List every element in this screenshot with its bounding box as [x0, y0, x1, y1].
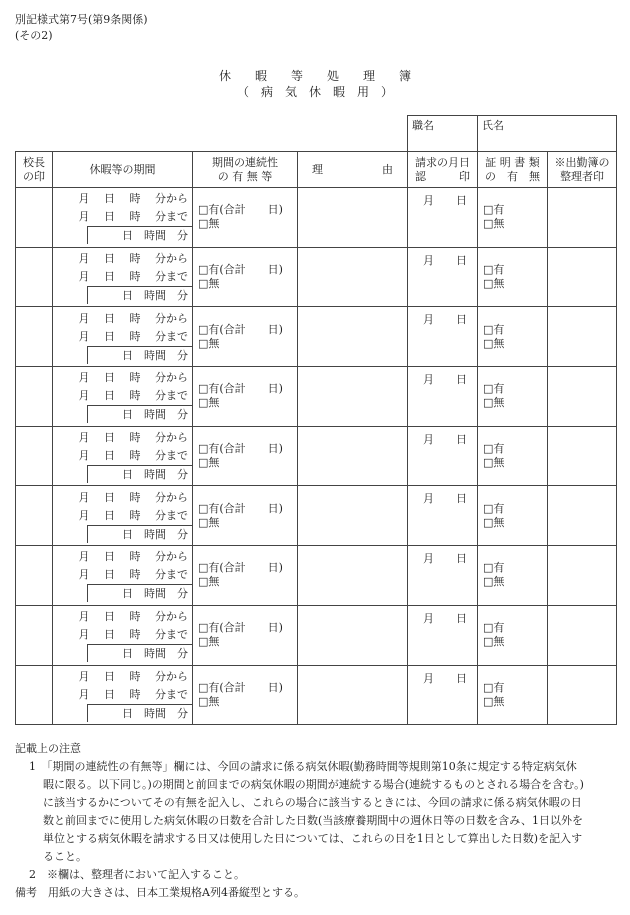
certificate-cell: [478, 486, 548, 546]
clerk-seal-header: [548, 152, 617, 188]
period-days[interactable]: 日 時間 分: [87, 286, 192, 304]
period-days[interactable]: 日 時間 分: [87, 346, 192, 364]
continuity-no-checkbox[interactable]: □無: [198, 635, 220, 649]
form-part: (その2): [15, 29, 53, 42]
certificate-yes-checkbox[interactable]: □有: [483, 322, 505, 336]
period-to[interactable]: 月 日 時 分まで: [78, 568, 188, 582]
reason-cell[interactable]: [298, 546, 408, 606]
reason-label-right: 由: [382, 162, 393, 176]
principal-seal-cell[interactable]: [16, 247, 53, 307]
continuity-yes-checkbox[interactable]: □有(合計 日): [198, 382, 283, 396]
clerk-seal-cell[interactable]: [548, 367, 617, 427]
record-row: [16, 546, 617, 606]
note-1-number: 1: [29, 760, 36, 773]
notes: [15, 740, 620, 902]
certificate-no-checkbox[interactable]: □無: [483, 336, 505, 350]
continuity-cell: [193, 426, 298, 486]
certificate-no-checkbox[interactable]: □無: [483, 217, 505, 231]
record-row: [16, 247, 617, 307]
certificate-cell: [478, 605, 548, 665]
request-date-cell[interactable]: 月 日: [408, 367, 478, 427]
period-cell: [53, 546, 193, 606]
certificate-yes-checkbox[interactable]: □有: [483, 442, 505, 456]
principal-seal-cell[interactable]: [16, 546, 53, 606]
record-row: [16, 605, 617, 665]
request-date-cell[interactable]: 月 日: [408, 665, 478, 725]
clerk-seal-cell[interactable]: [548, 247, 617, 307]
period-to[interactable]: 月 日 時 分まで: [78, 449, 188, 463]
certificate-no-checkbox[interactable]: □無: [483, 456, 505, 470]
certificate-cell: [478, 188, 548, 248]
continuity-no-checkbox[interactable]: □無: [198, 694, 220, 708]
period-cell: [53, 605, 193, 665]
certificate-no-checkbox[interactable]: □無: [483, 515, 505, 529]
period-cell: [53, 426, 193, 486]
principal-seal-cell[interactable]: [16, 367, 53, 427]
period-from[interactable]: 月 日 時 分から: [78, 610, 188, 624]
principal-seal-cell[interactable]: [16, 665, 53, 725]
request-date-label-2: 認 印: [415, 169, 470, 183]
remark: [15, 884, 620, 902]
reason-cell[interactable]: [298, 188, 408, 248]
clerk-seal-label-2: 整理者印: [560, 169, 604, 183]
clerk-seal-label-1: ※出勤簿の: [554, 155, 610, 169]
note-2-number: 2: [29, 868, 36, 881]
certificate-yes-checkbox[interactable]: □有: [483, 680, 505, 694]
period-cell: [53, 188, 193, 248]
certificate-label-1: 証 明 書 類: [485, 155, 540, 169]
principal-seal-cell[interactable]: [16, 486, 53, 546]
period-from[interactable]: 月 日 時 分から: [78, 550, 188, 564]
clerk-seal-cell[interactable]: [548, 188, 617, 248]
note-1-line-6: ること。: [43, 850, 87, 863]
remark-label: 備考: [15, 886, 37, 899]
certificate-cell: [478, 426, 548, 486]
record-row: [16, 665, 617, 725]
continuity-cell: [193, 307, 298, 367]
request-date-cell[interactable]: 月 日: [408, 486, 478, 546]
period-days[interactable]: 日 時間 分: [87, 405, 192, 423]
post-label: 職名: [412, 119, 434, 132]
principal-seal-cell[interactable]: [16, 307, 53, 367]
request-date-cell[interactable]: 月 日: [408, 307, 478, 367]
note-1-line-5: 単位とする病気休暇を請求する日又は使用した日については、これらの日を1日として算出した日数)を記入す: [43, 832, 583, 845]
reason-label-left: 理: [312, 162, 323, 176]
principal-seal-header: [16, 152, 53, 188]
certificate-yes-checkbox[interactable]: □有: [483, 203, 505, 217]
clerk-seal-cell[interactable]: [548, 546, 617, 606]
certificate-cell: [478, 665, 548, 725]
continuity-no-checkbox[interactable]: □無: [198, 217, 220, 231]
period-cell: [53, 367, 193, 427]
request-date-cell[interactable]: 月 日: [408, 546, 478, 606]
certificate-no-checkbox[interactable]: □無: [483, 277, 505, 291]
certificate-no-checkbox[interactable]: □無: [483, 396, 505, 410]
certificate-no-checkbox[interactable]: □無: [483, 635, 505, 649]
continuity-no-checkbox[interactable]: □無: [198, 277, 220, 291]
reason-cell[interactable]: [298, 605, 408, 665]
continuity-no-checkbox[interactable]: □無: [198, 515, 220, 529]
period-cell: [53, 247, 193, 307]
period-to[interactable]: 月 日 時 分まで: [78, 687, 188, 701]
period-from[interactable]: 月 日 時 分から: [78, 371, 188, 385]
certificate-cell: [478, 367, 548, 427]
continuity-no-checkbox[interactable]: □無: [198, 456, 220, 470]
request-date-cell[interactable]: 月 日: [408, 605, 478, 665]
note-2: [15, 866, 620, 884]
certificate-cell: [478, 546, 548, 606]
continuity-no-checkbox[interactable]: □無: [198, 336, 220, 350]
remark-text: 用紙の大きさは、日本工業規格A列4番縦型とする。: [48, 886, 305, 899]
continuity-cell: [193, 247, 298, 307]
continuity-cell: [193, 546, 298, 606]
record-row: [16, 426, 617, 486]
record-row: [16, 307, 617, 367]
period-cell: [53, 486, 193, 546]
request-date-cell[interactable]: 月 日: [408, 188, 478, 248]
reason-header: [298, 152, 408, 188]
certificate-yes-checkbox[interactable]: □有: [483, 561, 505, 575]
period-days[interactable]: 日 時間 分: [87, 226, 192, 244]
reason-cell[interactable]: [298, 665, 408, 725]
period-cell: [53, 307, 193, 367]
certificate-label-2: の 有 無: [485, 169, 540, 183]
continuity-cell: [193, 367, 298, 427]
period-days[interactable]: 日 時間 分: [87, 465, 192, 483]
note-1-line-2: 暇に限る。以下同じ。)の期間と前回までの病気休暇の期間が連続する場合(連続するものとされる場合を含む。): [43, 778, 584, 791]
principal-seal-label-1: 校長: [23, 155, 45, 169]
request-date-label-1: 請求の月日: [415, 155, 470, 169]
clerk-seal-cell[interactable]: [548, 665, 617, 725]
certificate-header: [478, 152, 548, 188]
certificate-no-checkbox[interactable]: □無: [483, 575, 505, 589]
record-row: [16, 486, 617, 546]
record-row: [16, 188, 617, 248]
principal-seal-cell[interactable]: [16, 188, 53, 248]
reason-cell[interactable]: [298, 486, 408, 546]
notes-heading: 記載上の注意: [15, 742, 81, 755]
form-number: 別記様式第7号(第9条関係): [15, 13, 148, 26]
certificate-yes-checkbox[interactable]: □有: [483, 382, 505, 396]
request-date-cell[interactable]: 月 日: [408, 426, 478, 486]
clerk-seal-cell[interactable]: [548, 307, 617, 367]
note-1-line-1: 「期間の連続性の有無等」欄には、今回の請求に係る病気休暇(勤務時間等規則第10条に規定する特定病気休: [47, 760, 577, 773]
request-date-cell[interactable]: 月 日: [408, 247, 478, 307]
period-days[interactable]: 日 時間 分: [87, 525, 192, 543]
continuity-cell: [193, 665, 298, 725]
certificate-yes-checkbox[interactable]: □有: [483, 501, 505, 515]
reason-cell[interactable]: [298, 247, 408, 307]
period-to[interactable]: 月 日 時 分まで: [78, 210, 188, 224]
reason-cell[interactable]: [298, 367, 408, 427]
continuity-no-checkbox[interactable]: □無: [198, 396, 220, 410]
period-from[interactable]: 月 日 時 分から: [78, 311, 188, 325]
continuity-cell: [193, 605, 298, 665]
name-field[interactable]: [478, 116, 617, 152]
name-label: 氏名: [482, 119, 504, 132]
continuity-label-2: の 有 無 等: [217, 169, 273, 183]
principal-seal-cell[interactable]: [16, 426, 53, 486]
period-from[interactable]: 月 日 時 分から: [78, 252, 188, 266]
continuity-no-checkbox[interactable]: □無: [198, 575, 220, 589]
certificate-cell: [478, 307, 548, 367]
continuity-yes-checkbox[interactable]: □有(合計 日): [198, 442, 283, 456]
blank-top: [16, 116, 408, 152]
period-from[interactable]: 月 日 時 分から: [78, 490, 188, 504]
continuity-cell: [193, 486, 298, 546]
note-1-line-4: 数と前回までに使用した病気休暇の日数を合計した日数(当該療養期間中の週休日等の日数を含み、1日以外を: [43, 814, 583, 827]
clerk-seal-cell[interactable]: [548, 605, 617, 665]
continuity-yes-checkbox[interactable]: □有(合計 日): [198, 203, 283, 217]
note-2-text: ※欄は、整理者において記入すること。: [47, 868, 245, 881]
reason-cell[interactable]: [298, 307, 408, 367]
post-field[interactable]: [408, 116, 478, 152]
continuity-header: [193, 152, 298, 188]
record-row: [16, 367, 617, 427]
continuity-yes-checkbox[interactable]: □有(合計 日): [198, 501, 283, 515]
certificate-yes-checkbox[interactable]: □有: [483, 621, 505, 635]
period-cell: [53, 665, 193, 725]
period-to[interactable]: 月 日 時 分まで: [78, 628, 188, 642]
period-from[interactable]: 月 日 時 分から: [78, 192, 188, 206]
period-header: 休暇等の期間: [53, 152, 193, 188]
reason-cell[interactable]: [298, 426, 408, 486]
request-date-header: [408, 152, 478, 188]
period-days[interactable]: 日 時間 分: [87, 584, 192, 602]
period-from[interactable]: 月 日 時 分から: [78, 431, 188, 445]
clerk-seal-cell[interactable]: [548, 426, 617, 486]
period-to[interactable]: 月 日 時 分まで: [78, 270, 188, 284]
continuity-label-1: 期間の連続性: [212, 155, 278, 169]
period-to[interactable]: 月 日 時 分まで: [78, 329, 188, 343]
continuity-yes-checkbox[interactable]: □有(合計 日): [198, 621, 283, 635]
note-1-line-3: に該当するかについてその有無を記入し、これらの場合に該当するときには、今回の請求に係る病気休暇の日: [43, 796, 582, 809]
note-1: [15, 758, 620, 776]
leave-record-table: [15, 115, 617, 725]
continuity-yes-checkbox[interactable]: □有(合計 日): [198, 680, 283, 694]
period-days[interactable]: 日 時間 分: [87, 644, 192, 662]
certificate-no-checkbox[interactable]: □無: [483, 694, 505, 708]
certificate-yes-checkbox[interactable]: □有: [483, 263, 505, 277]
period-to[interactable]: 月 日 時 分まで: [78, 389, 188, 403]
period-days[interactable]: 日 時間 分: [87, 704, 192, 722]
page-subtitle: （ 病 気 休 暇 用 ）: [236, 85, 393, 99]
page-title: 休 暇 等 処 理 簿: [218, 69, 411, 83]
principal-seal-cell[interactable]: [16, 605, 53, 665]
principal-seal-label-2: の印: [23, 169, 45, 183]
continuity-cell: [193, 188, 298, 248]
continuity-yes-checkbox[interactable]: □有(合計 日): [198, 263, 283, 277]
clerk-seal-cell[interactable]: [548, 486, 617, 546]
period-to[interactable]: 月 日 時 分まで: [78, 508, 188, 522]
continuity-yes-checkbox[interactable]: □有(合計 日): [198, 322, 283, 336]
continuity-yes-checkbox[interactable]: □有(合計 日): [198, 561, 283, 575]
period-from[interactable]: 月 日 時 分から: [78, 669, 188, 683]
certificate-cell: [478, 247, 548, 307]
